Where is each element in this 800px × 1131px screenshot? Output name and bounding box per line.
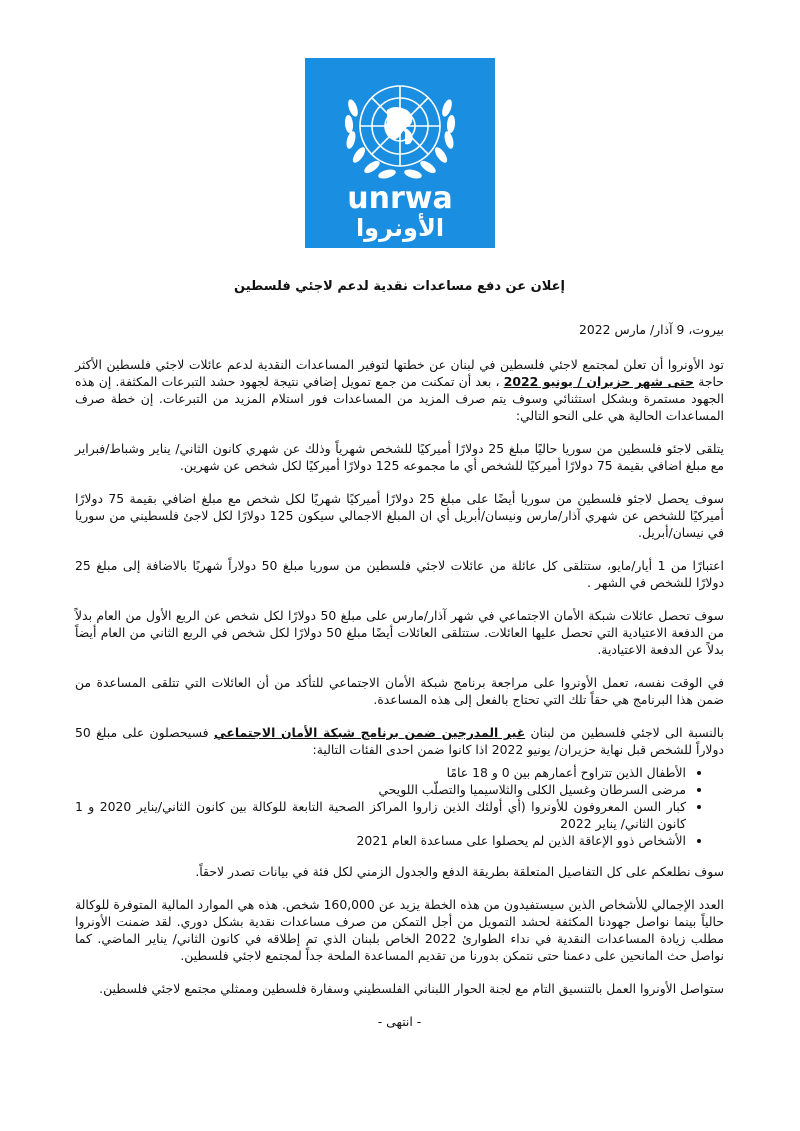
paragraph-syria-mar-apr: سوف يحصل لاجئو فلسطين من سوريا أيضًا على مبلغ 25 دولارًا أميركيًا شهريًا لكل شخص مع مبلغ اضافي بقيمة 75 دولارًا أميركيًا للشخص عن شهري آذار/مارس ونيسان/أبريل أي ان المبلغ الاجمالي سيكون 125 دولارًا لكل لاجئ فلسطيني من سوريا في نيسان/أبريل. [75,491,724,540]
list-item: • الأطفال الذين تتراوح أعمارهم بين 0 و 18 عامًا [75,764,686,781]
intro-text-c: ، بعد أن تمكنت من جمع تمويل إضافي نتيجة لجهود حشد التبرعات المكثفة. إن هذه الجهود مستمرة وبشكل استثنائي وسوف يتم صرف المزيد من المساعدات فور استلام المزيد من التبرعات. إن خطة صرف المساعدات الحالية هي على النحو التالي: [75,374,724,423]
paragraph-details: سوف نطلعكم على كل التفاصيل المتعلقة بطريقة الدفع والجدول الزمني لكل فئة في بيانات تصدر لاحقاً. [195,864,724,879]
un-emblem-icon [305,58,495,248]
paragraph-syria-jan-feb: يتلقى لاجئو فلسطين من سوريا حاليًا مبلغ 25 دولارًا أميركيًا للشخص شهرياً وذلك عن شهري كانون الثاني/ يناير وشباط/فبراير مع مبلغ اضافي بقيمة 75 دولارًا أميركيًا للشخص أي ما مجموعه 125 دولارًا أميركيًا لكل شخص عن شهرين. [75,441,724,473]
category-list [75,764,724,849]
paragraph-lebanon [75,724,724,758]
intro-text-a: تود الأونروا أن تعلن لمجتمع لاجئي فلسطين في لبنان عن خطتها لتوفير المساعدات النقدية لدعم عائلات لاجئي فلسطين الأكثر حاجة [75,357,724,389]
paragraph-intro [75,356,724,424]
intro-highlight: حتى شهر حزيران / يونيو 2022 [503,374,695,389]
lebanon-text-c: فسيحصلون على مبلغ 50 دولاراً للشخص قبل نهاية حزيران/ يونيو 2022 اذا كانوا ضمن احدى الفئات التالية: [75,725,724,757]
dateline: بيروت، 9 آذار/ مارس 2022 [579,322,724,337]
unrwa-logo [305,58,495,248]
paragraph-total: العدد الإجمالي للأشخاص الذين سيستفيدون من هذه الخطة يزيد عن 160,000 شخص. هذه هي الموارد المالية المتوفرة للوكالة حالياً بينما نواصل جهودنا المكثفة لحشد التمويل من أجل التمكن من صرف مساعدات نقدية بشكل دوري. لقد ضمنت الأونروا مطلب زيادة المساعدات النقدية في نداء الطوارئ 2022 الخاص بلبنان الذي تم إطلاقه في كانون الثاني/ يناير الماضي. كما نواصل حث المانحين على دعمنا حتى نتمكن بدورنا من تقديم المساعدة الملحة جداً لمجتمع لاجئي فلسطين. [75,897,724,963]
list-item: • مرضى السرطان وغسيل الكلى والثلاسيميا والتصلّب اللويحي [75,781,686,798]
lebanon-text-a: بالنسبة الى لاجئي فلسطين من لبنان [530,725,724,740]
paragraph-safety-net: سوف تحصل عائلات شبكة الأمان الاجتماعي في شهر آذار/مارس على مبلغ 50 دولارًا لكل شخص عن الربع الأول من العام بدلاً من الدفعة الاعتيادية التي تحصل عليها العائلات. ستتلقى العائلات أيضًا مبلغ 50 دولارًا لكل شخص في الربع الثاني من العام أيضاً بدلاً عن الدفعة الاعتيادية. [75,608,724,657]
paragraph-syria-may: اعتبارًا من 1 أيار/مايو، ستتلقى كل عائلة من عائلات لاجئي فلسطين من سوريا مبلغ 50 دولاراً شهريًا بالاضافة إلى مبلغ 25 دولارًا للشخص في الشهر . [75,558,725,590]
lebanon-highlight: غير المدرجين ضمن برنامج شبكة الأمان الاجتماعي [213,725,526,740]
list-item: • كبار السن المعروفون للأونروا (أي أولئك الذين زاروا المراكز الصحية التابعة للوكالة بين كانون الثاني/يناير 2020 و 1 كانون الثاني/ يناير 2022 [75,798,686,832]
paragraph-review: في الوقت نفسه، تعمل الأونروا على مراجعة برنامج شبكة الأمان الاجتماعي للتأكد من أن العائلات التي تتلقى المساعدة من ضمن هذا البرنامج هي حقاً تلك التي تحتاج بالفعل إلى هذه المساعدة. [75,675,724,707]
logo-arabic-text: الأونروا [355,214,445,242]
list-item: • الأشخاص ذوو الإعاقة الذين لم يحصلوا على مساعدة العام 2021 [75,832,686,849]
page-title: إعلان عن دفع مساعدات نقدية لدعم لاجئي فلسطين [234,279,565,294]
paragraph-coordination: ستواصل الأونروا العمل بالتنسيق التام مع لجنة الحوار اللبناني الفلسطيني وسفارة فلسطين وممثلي مجتمع لاجئي فلسطين. [99,981,724,996]
logo-latin-text: unrwa [347,181,453,216]
end-marker: - انتهى - [377,1014,422,1029]
document-body [75,278,724,1030]
